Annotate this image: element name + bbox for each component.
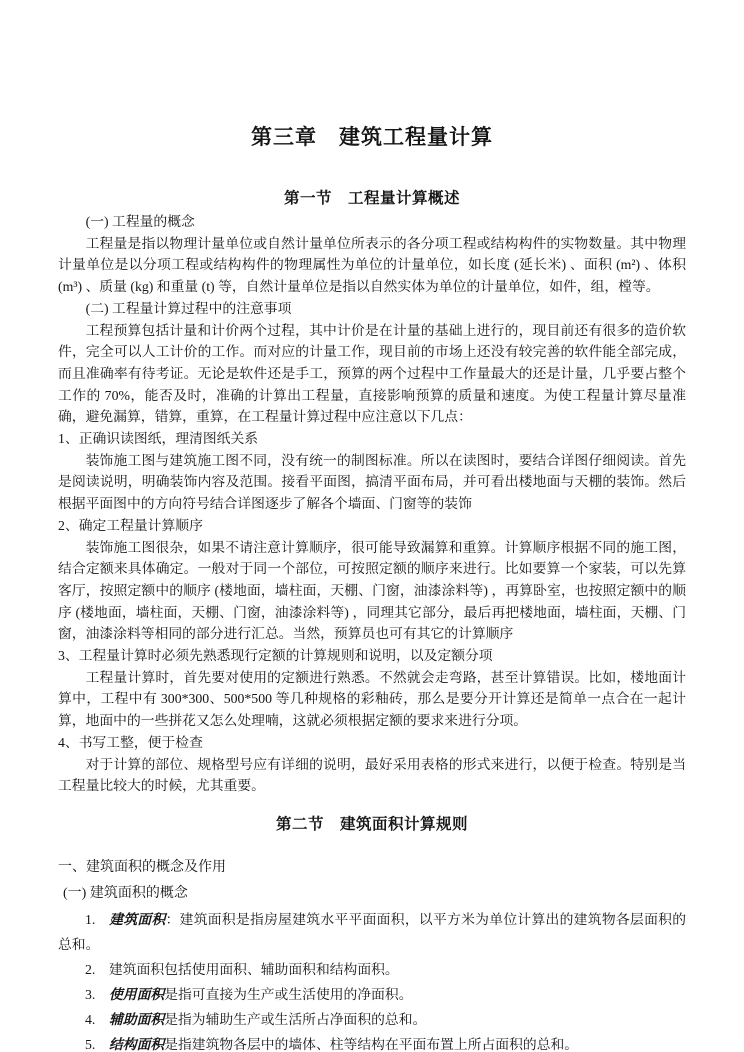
numbered-point: 3、工程量计算时必须先熟悉现行定额的计算规则和说明，以及定额分项 [58,648,493,664]
paragraph: 装饰施工图与建筑施工图不同，没有统一的制图标准。所以在读图时，要结合详图仔细阅读。首先是阅读说明，明确装饰内容及范围。接看平面图，搞清平面布局，并可看出楼地面与天棚的装饰。然后根据平面图中的方向符号结合详图逐步了解各个墙面、门窗等的装饰 [58,452,686,512]
section-2-heading: 第二节 建筑面积计算规则 [275,815,468,833]
numbered-point: 2、确定工程量计算顺序 [58,517,203,533]
subsection-label: (二) 工程量计算过程中的注意事项 [85,300,292,316]
subsection-label: (一) 建筑面积的概念 [63,885,188,901]
paragraph: 装饰施工图很杂，如果不请注意计算顺序，很可能导致漏算和重算。计算顺序根据不同的施工图，结合定额来具体确定。一般对于同一个部位，可按照定额的顺序来进行。比如要算一个家装，可以先算客厅，按照定额中的顺序 (楼地面，墙柱面，天棚、门窗，油漆涂料等) ，再算卧室，也按照定额中的顺序 (楼地面，墙柱面，天棚、门窗，油漆涂料等) ，同理其它部分，最后再把楼地面，墙柱面，天棚、门窗，油漆涂料等相同的部分进行汇总。当然，预算员也可有其它的计算顺序 [58,539,686,642]
section-1-heading: 第一节 工程量计算概述 [283,190,460,207]
numbered-point: 4、书写工整，便于检查 [58,734,203,750]
term-emphasis: 建筑面积 [109,911,166,927]
item-number: 3. [85,986,96,1002]
definition-item [58,957,686,982]
item-number: 1. [85,911,96,927]
chapter-title: 第三章 建筑工程量计算 [251,126,493,149]
item-number: 4. [85,1011,96,1027]
subsection-label: (一) 工程量的概念 [85,214,195,229]
item-number: 5. [85,1036,96,1052]
definition-item [58,907,686,957]
item-text: 是指为辅助生产或生活所占净面积的总和。 [164,1011,427,1027]
definition-item [58,1032,686,1052]
term-emphasis: 结构面积 [109,1036,165,1052]
section-1-body [58,211,686,797]
item-text: ：建筑面积是指房屋建筑水平平面面积，以平方米为单位计算出的建筑物各层面积的总和。 [58,911,687,952]
term-emphasis: 辅助面积 [109,1011,165,1027]
definition-list [58,907,686,1052]
item-text: 建筑面积包括使用面积、辅助面积和结构面积。 [109,961,399,977]
paragraph: 工程预算包括计量和计价两个过程，其中计价是在计量的基础上进行的，现目前还有很多的造价软件，完全可以人工计价的工作。而对应的计量工作，现目前的市场上还没有较完善的软件能全部完成，而且准确率有待考证。无论是软件还是手工，预算的两个过程中工作量最大的还是计量，几乎要占整个工作的 70%，能否及时，准确的计算出工程量，直接影响预算的质量和速度。为使工程量计算尽量准确，避免漏算，错算，重算，在工程量计算过程中应注意以下几点： [58,322,686,425]
numbered-point: 1、正确识读图纸，理清图纸关系 [58,431,259,447]
term-emphasis: 使用面积 [109,986,165,1002]
item-text: 是指可直接为生产或生活使用的净面积。 [164,986,413,1002]
paragraph: 工程量是指以物理计量单位或自然计量单位所表示的各分项工程或结构构件的实物数量。其中物理计量单位是以分项工程或结构构件的物理属性为单位的计量单位，如长度 (延长米) 、面积 (m²) 、体积 (m³) 、质量 (kg) 和重量 (t) 等，自然计量单位是指以自然实体为单位的计量单位，如件，组，樘等。 [58,235,686,295]
paragraph: 对于计算的部位、规格型号应有详细的说明，最好采用表格的形式来进行，以便于检查。特别是当工程量比较大的时候，尤其重要。 [58,756,686,794]
list-heading: 一、建筑面积的概念及作用 [58,859,226,875]
definition-item [58,1007,686,1032]
paragraph: 工程量计算时，首先要对使用的定额进行熟悉。不然就会走弯路，甚至计算错误。比如，楼地面计算中，工程中有 300*300、500*500 等几种规格的彩釉砖，那么是要分开计算还是简单一点合在一起计算，地面中的一些拼花又怎么处理喃，这就必须根据定额的要求来进行分项。 [58,669,686,729]
definition-item [58,982,686,1007]
item-text: 是指建筑物各层中的墙体、柱等结构在平面布置上所占面积的总和。 [164,1036,579,1052]
item-number: 2. [85,961,96,977]
